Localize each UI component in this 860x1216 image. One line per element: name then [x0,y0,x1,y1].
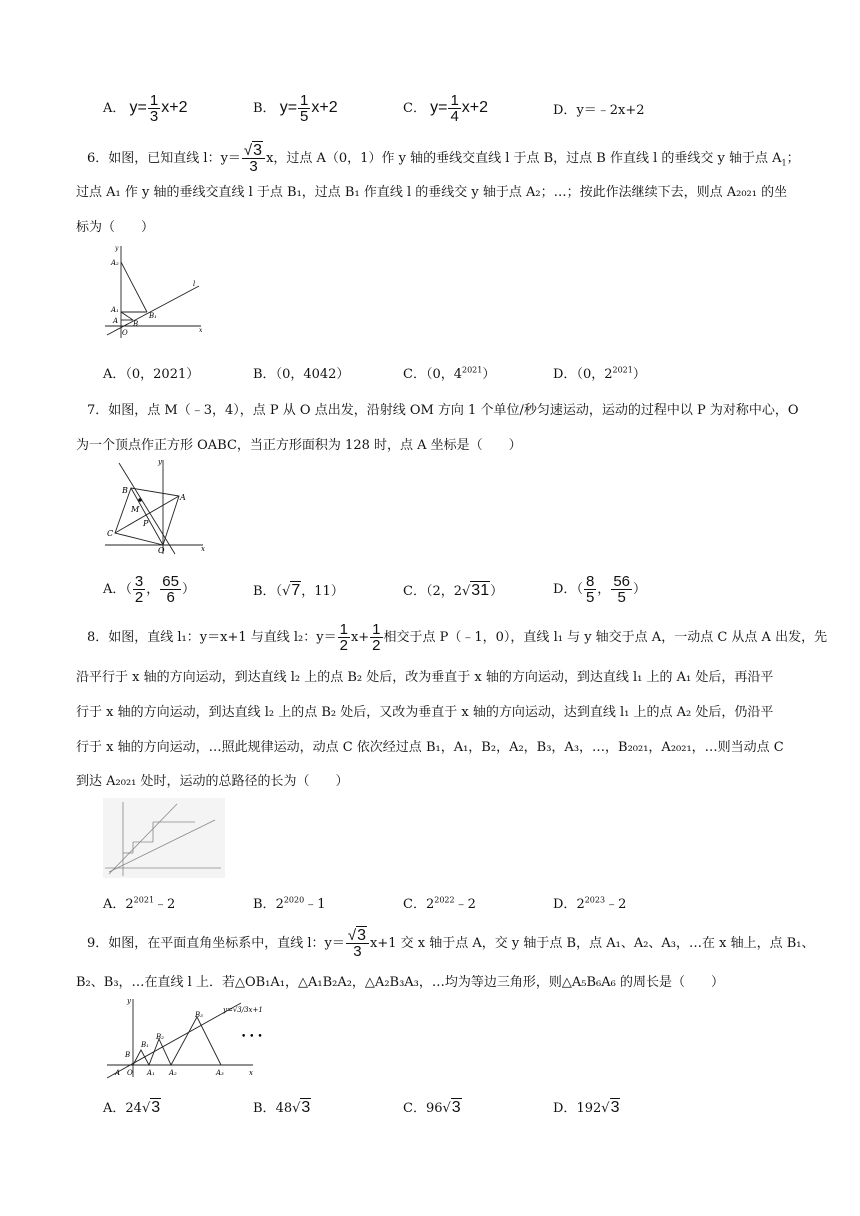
q9-fig-label-y: y [127,997,131,1005]
q9-fig-label-b3: B₃ [195,1011,203,1019]
q8-stem-line3: 行于 x 轴的方向运动，到达直线 l₂ 上的点 B₂ 处后，又改为垂直于 x 轴的方向运动，达到直线 l₁ 上的点 A₂ 处后，仍沿平 [76,705,774,720]
q9-stem-line1: 9．如图，在平面直角坐标系中，直线 l：y＝ $\frac{√3}{3}$ x+1 交 x 轴于点 A，交 y 轴于点 B，点 A₁、A₂、A₃，…在 x 轴上，点 B₁、 [87,927,815,960]
q6-fig-label-b1: B₁ [149,312,157,320]
q7-fig-label-m: M [131,505,140,514]
q5-option-a[interactable]: A． y= $\frac{1}{3}$ x+2 [103,92,188,125]
q6-figure [103,240,208,340]
q6-option-c[interactable]: C．（0，$4^{2021}$） [403,365,496,382]
q9-fig-label-a3: A₃ [216,1069,224,1077]
q6-stem-line2: 过点 A₁ 作 y 轴的垂线交直线 l 于点 B₁，过点 B₁ 作直线 l 的垂线交 y 轴于点 A₂；…；按此作法继续下去，则点 A₂₀₂₁ 的坐 [76,185,788,200]
q6-fig-label-l: l [193,280,196,288]
q6-fig-label-x: x [199,327,203,334]
q7-fig-label-y: y [158,458,162,466]
q6-fig-label-a1: A₁ [111,306,119,314]
q9-fig-equation: y=√3/3x+1 [223,1006,263,1014]
q5-option-b[interactable]: B． y= $\frac{1}{5}$ x+2 [253,92,338,125]
q5-option-d[interactable]: D．y＝﹣2x+2 [553,103,645,118]
q9-fig-label-a2: A₂ [169,1069,177,1077]
q6-fig-label-a: A [113,317,119,325]
q6-option-d[interactable]: D．（0，$2^{2021}$） [553,365,646,382]
q7-fig-label-o: O [158,546,165,555]
q6-stem-line3: 标为（ ） [76,220,155,235]
q6-stem-line1: 6．如图，已知直线 l：y＝ $\frac{√3}{3}$ x，过点 A（0，1）作 y 轴的垂线交直线 l 于点 B，过点 B 作直线 l 的垂线交 y 轴于点 $A_1$； [87,142,800,175]
q9-fig-label-x: x [249,1069,253,1077]
q6-fig-label-o: O [122,329,128,337]
q6-option-b[interactable]: B．（0，4042） [253,367,350,382]
q7-fig-label-p: P [143,519,149,528]
q9-option-c[interactable]: C．96√3 [403,1099,461,1116]
q9-option-a[interactable]: A．24√3 [103,1099,161,1116]
q9-fig-dots: • • • [241,1032,263,1042]
q7-stem-line1: 7．如图，点 M（﹣3，4），点 P 从 O 点出发，沿射线 OM 方向 1 个单位/秒匀速运动，运动的过程中以 P 为对称中心，O [87,403,799,418]
q8-stem-line1: 8．如图，直线 l₁：y＝x+1 与直线 l₂：y＝ $\frac{1}{2}$ x+ $\frac{1}{2}$ 相交于点 P（﹣1，0），直线 l₁ 与 y 轴交于点 A，一动点 C 从点 A 出发，先 [87,621,828,654]
q9-stem-line2: B₂、B₃，…在直线 l 上．若△OB₁A₁，△A₁B₂A₂，△A₂B₃A₃，…均为等边三角形，则△A₅B₆A₆ 的周长是（ ） [76,975,724,990]
q7-option-a[interactable]: A．（ $\frac{3}{2}$ ， $\frac{65}{6}$ ） [103,573,195,606]
q8-option-a[interactable]: A．$2^{2021}﹣2$ [103,895,176,912]
q6-fig-label-b: B [133,320,139,328]
q8-figure [103,798,225,878]
q8-stem-line5: 到达 A₂₀₂₁ 处时，运动的总路径的长为（ ） [76,774,349,789]
q9-fig-label-b2: B₂ [156,1033,164,1041]
q7-fig-label-a: A [180,493,186,502]
q7-figure [103,458,208,556]
q9-option-b[interactable]: B．48√3 [253,1099,311,1116]
q7-option-d[interactable]: D．（ $\frac{8}{5}$ ， $\frac{56}{5}$ ） [553,573,647,606]
q8-option-c[interactable]: C．$2^{2022}﹣2$ [403,895,476,912]
q9-fig-label-a1: A₁ [147,1069,155,1077]
q9-fig-label-o: O [127,1069,133,1077]
q8-option-d[interactable]: D．$2^{2023}﹣2$ [553,895,627,912]
q9-fig-label-b: B [125,1051,131,1059]
q6-fig-label-y: y [115,245,119,252]
q7-fig-label-b: B [122,486,128,495]
q9-fig-label-b1: B₁ [141,1041,149,1049]
q6-fig-label-a2: A₂ [111,259,119,267]
q7-option-c[interactable]: C．（2，2√31） [403,582,504,599]
q7-stem-line2: 为一个顶点作正方形 OABC，当正方形面积为 128 时，点 A 坐标是（ ） [76,438,522,453]
q9-option-d[interactable]: D．192√3 [553,1099,620,1116]
q7-option-b[interactable]: B．（√7，11） [253,582,344,599]
q8-stem-line2: 沿平行于 x 轴的方向运动，到达直线 l₂ 上的点 B₂ 处后，改为垂直于 x 轴的方向运动，到达直线 l₁ 上的 A₁ 处后，再沿平 [76,670,774,685]
q6-option-a[interactable]: A．（0，2021） [103,367,200,382]
q7-fig-label-x: x [201,545,205,553]
q8-option-b[interactable]: B．$2^{2020}﹣1$ [253,895,326,912]
q7-fig-label-c: C [107,529,114,538]
q8-stem-line4: 行于 x 轴的方向运动，…照此规律运动，动点 C 依次经过点 B₁，A₁，B₂，A₂，B₃，A₃，…，B₂₀₂₁，A₂₀₂₁，…则当动点 C [76,740,784,755]
q5-option-c[interactable]: C． y= $\frac{1}{4}$ x+2 [403,92,489,125]
q9-figure [103,995,278,1080]
q9-fig-label-a: A [115,1069,121,1077]
